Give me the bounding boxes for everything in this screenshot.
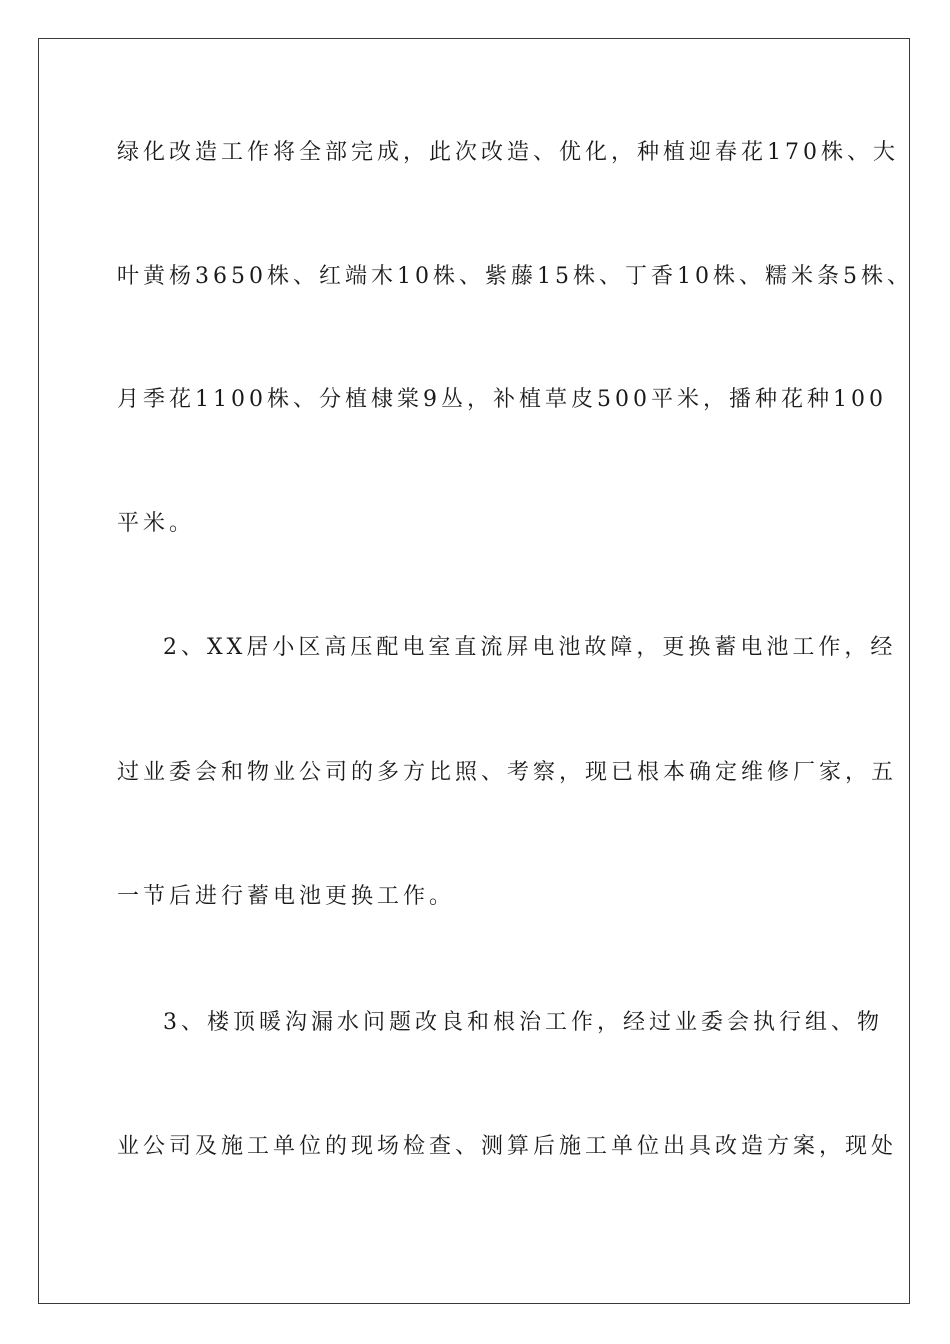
text-line: 平米。 [117, 511, 196, 536]
text-line: 绿化改造工作将全部完成，此次改造、优化，种植迎春花170株、大 [117, 140, 899, 165]
page-frame [38, 38, 913, 1304]
text-line: 叶黄杨3650株、红端木10株、紫藤15株、丁香10株、糯米条5株、 [117, 264, 913, 289]
paragraph-start-line: 2、XX居小区高压配电室直流屏电池故障，更换蓄电池工作，经 [163, 635, 897, 660]
text-line: 月季花1100株、分植棣棠9丛，补植草皮500平米，播种花种100 [117, 387, 887, 412]
paragraph-start-line: 3、楼顶暖沟漏水问题改良和根治工作，经过业委会执行组、物 [163, 1010, 883, 1035]
text-line: 过业委会和物业公司的多方比照、考察，现已根本确定维修厂家，五 [117, 760, 898, 785]
text-line: 业公司及施工单位的现场检查、测算后施工单位出具改造方案，现处 [117, 1134, 898, 1159]
text-line: 一节后进行蓄电池更换工作。 [117, 884, 456, 909]
